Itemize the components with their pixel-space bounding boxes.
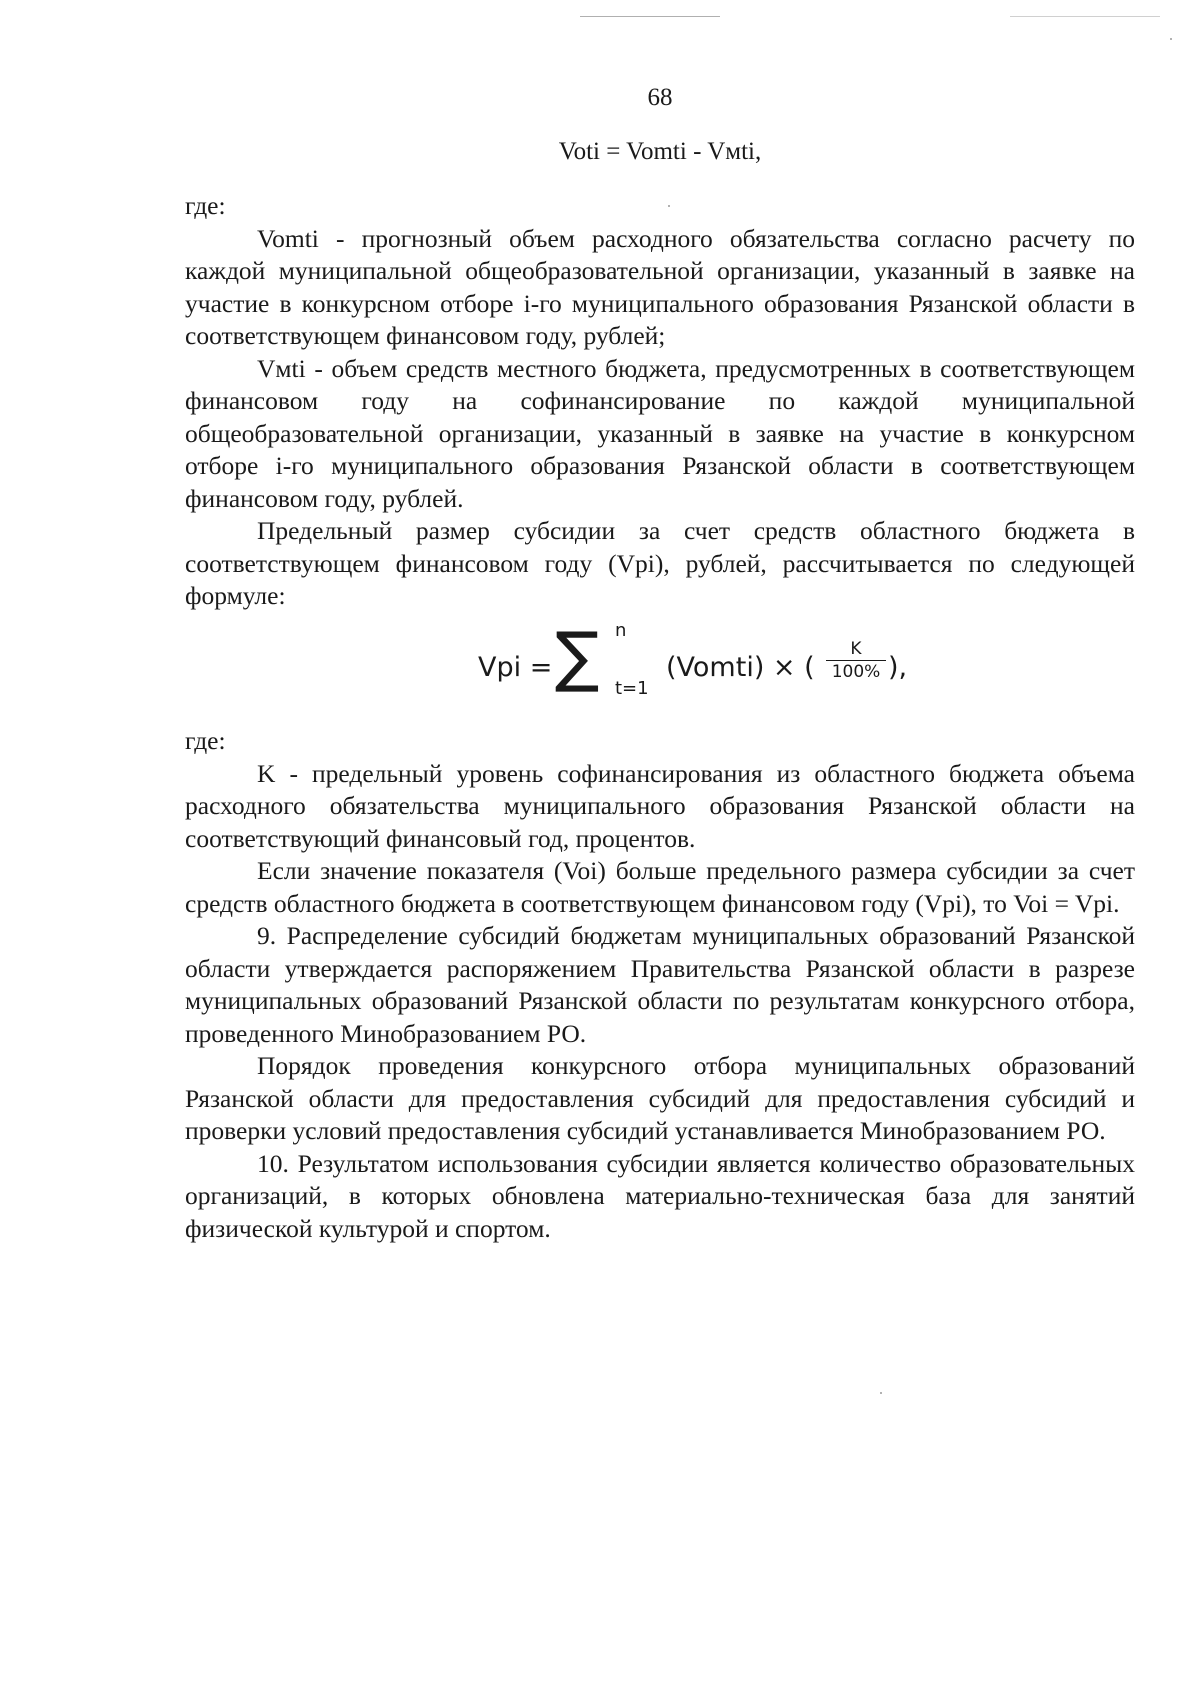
formula-vpi-body: (Vomti) × (: [666, 652, 815, 683]
sum-symbol: ∑: [555, 618, 600, 695]
paragraph-selection-procedure: Порядок проведения конкурсного отбора муниципальных образований Рязанской области для предоставления субсидий для предоставления субсидий и проверки условий предоставления субсидий устанавливается Минобразованием РО.: [185, 1051, 1135, 1145]
paragraph-k-definition: K - предельный уровень софинансирования из областного бюджета объема расходного обязательства муниципального образования Рязанской области на соответствующий финансовый год, процентов.: [185, 758, 1135, 853]
fraction-numerator: K: [850, 639, 862, 659]
paragraph-vpi-intro: Предельный размер субсидии за счет средств областного бюджета в соответствующем финансовом году (Vpi), рублей, рассчитывается по следующей формуле:: [185, 516, 1135, 610]
scan-speck: [1170, 38, 1172, 40]
where-label: где:: [185, 726, 226, 755]
formula-vpi-tail: ),: [888, 652, 908, 683]
paragraph-vomti-definition: Vomti - прогнозный объем расходного обязательства согласно расчету по каждой муниципальной общеобразовательной организации, указанный в заявке на участие в конкурсном отборе i-го муниципального образования Рязанской области в соответствующем финансовом году, рублей;: [185, 223, 1135, 350]
formula-vpi-lhs: Vpi =: [478, 652, 553, 683]
scan-speck: [880, 1392, 882, 1394]
text-block-definitions: [185, 190, 1135, 613]
sum-lower-limit: t=1: [615, 678, 649, 699]
scan-artifact-line: [1010, 16, 1160, 17]
sum-upper-limit: n: [615, 620, 627, 641]
fraction-bar: [826, 660, 886, 661]
fraction-denominator: 100%: [831, 662, 881, 682]
fraction: [826, 640, 886, 681]
paragraph-item-10: 10. Результатом использования субсидии является количество образовательных организаций, в которых обновлена материально-техническая база для занятий физической культурой и спортом.: [185, 1148, 1135, 1243]
scan-speck: [668, 205, 670, 207]
paragraph-vmti-definition: Vмti - объем средств местного бюджета, предусмотренных в соответствующем финансовом году на софинансирование по каждой муниципальной общеобразовательной организации, указанный в заявке на участие в конкурсном отборе i-го муниципального образования Рязанской области в соответствующем финансовом году, рублей.: [185, 353, 1135, 513]
formula-voti: Voti = Vomti - Vмti,: [558, 138, 762, 165]
text-block-rules: [185, 725, 1135, 1245]
where-label: где:: [185, 191, 226, 220]
paragraph-voi-limit: Если значение показателя (Voi) больше предельного размера субсидии за счет средств областного бюджета в соответствующем финансовом году (Vpi), то Voi = Vpi.: [185, 856, 1135, 918]
paragraph-item-9: 9. Распределение субсидий бюджетам муниципальных образований Рязанской области утверждается распоряжением Правительства Рязанской области в разрезе муниципальных образований Рязанской области по результатам конкурсного отбора, проведенного Минобразованием РО.: [185, 921, 1135, 1048]
page-number: 68: [647, 84, 673, 111]
scan-artifact-line: [580, 16, 720, 17]
